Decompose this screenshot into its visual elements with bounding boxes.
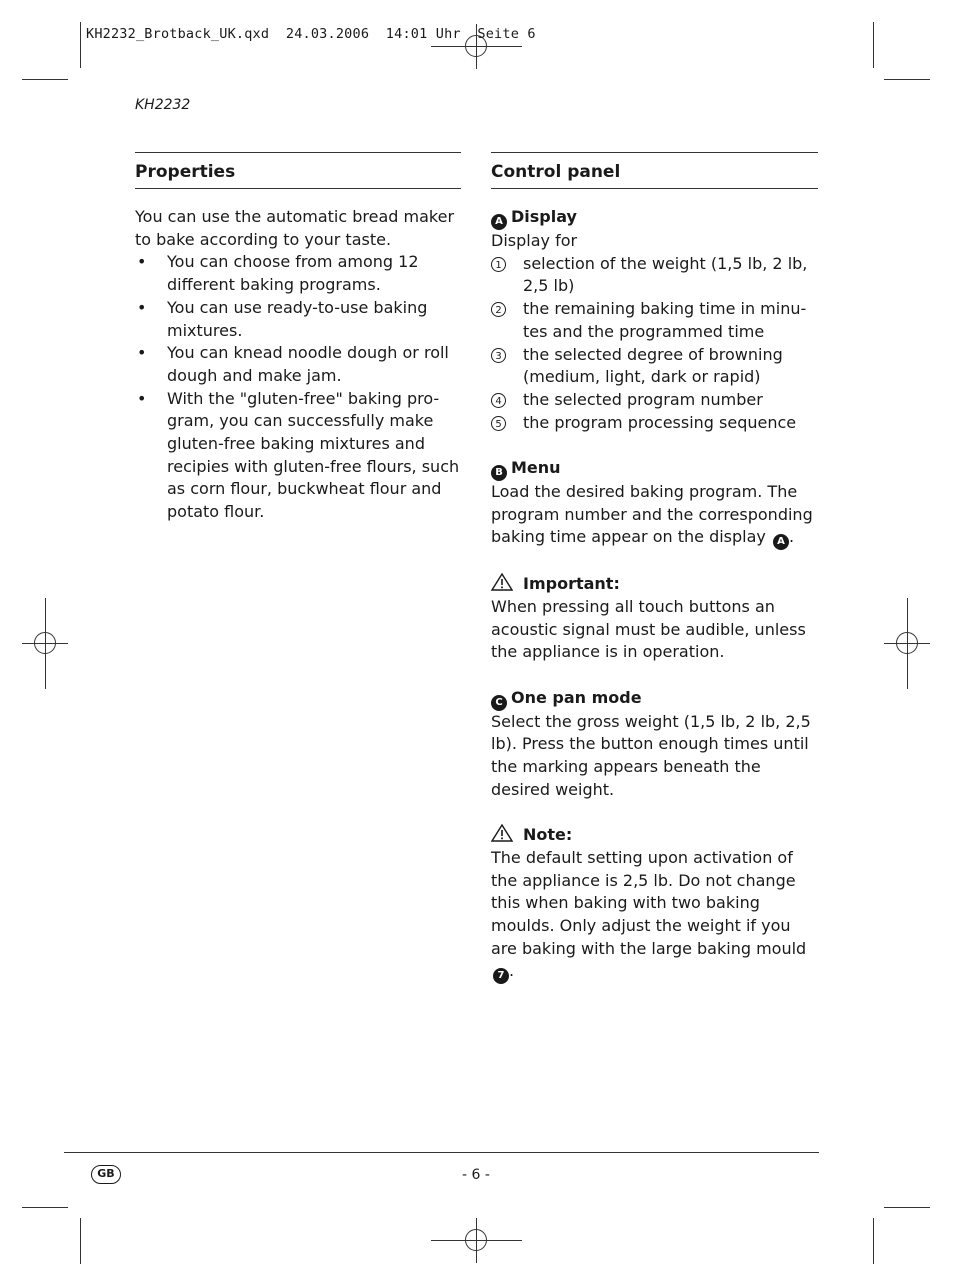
properties-list: [135, 251, 461, 523]
badge-b-icon: B: [491, 465, 507, 481]
properties-heading: Properties: [135, 152, 461, 189]
number-4-icon: 4: [491, 393, 506, 408]
list-item: 4 the selected program number: [491, 389, 818, 412]
one-pan-text: Select the gross weight (1,5 lb, 2 lb, 2,5 lb). Press the button enough times until the marking appears beneath the desired weight.: [491, 711, 811, 799]
registration-circle: [465, 1229, 487, 1251]
registration-circle: [896, 632, 918, 654]
one-pan-subheading: C One pan mode: [491, 687, 818, 711]
list-item: 3 the selected degree of browning (medium, light, dark or rapid): [491, 344, 818, 389]
badge-a-icon: A: [491, 214, 507, 230]
badge-c-icon: C: [491, 695, 507, 711]
list-item: 2 the remaining baking time in minu-tes and the programmed time: [491, 298, 818, 343]
crop-mark: [22, 79, 68, 80]
properties-intro: You can use the automatic bread maker to bake according to your taste.: [135, 207, 455, 249]
control-panel-section: [491, 152, 818, 984]
number-2-icon: 2: [491, 302, 506, 317]
footer-rule: [64, 1152, 819, 1153]
crop-mark: [884, 1207, 930, 1208]
crop-mark: [873, 1218, 874, 1264]
crop-mark: [873, 22, 874, 68]
crop-mark: [884, 79, 930, 80]
crop-mark: [80, 22, 81, 68]
list-item: • You can choose from among 12 different baking programs.: [137, 252, 419, 295]
menu-text: Load the desired baking program. The program number and the corresponding baking time appear on the display A .: [491, 481, 818, 550]
list-item: 1 selection of the weight (1,5 lb, 2 lb, 2,5 lb): [491, 253, 818, 298]
display-intro: Display for: [491, 231, 578, 250]
warning-icon: [491, 573, 513, 591]
note-text: The default setting upon activation of the appliance is 2,5 lb. Do not change this when baking with two baking moulds. Only adjust the weight if you are baking with the large baking mould 7 .: [491, 847, 818, 985]
crop-mark: [22, 1207, 68, 1208]
bullet-icon: •: [137, 297, 147, 317]
country-badge: GB: [91, 1165, 121, 1184]
model-number: KH2232: [135, 97, 191, 113]
slug-line: KH2232_Brotback_UK.qxd 24.03.2006 14:01 Uhr Seite 6: [86, 26, 536, 42]
display-list: [491, 253, 818, 435]
note-subheading: Note:: [491, 824, 818, 847]
list-item: • You can use ready-to-use baking mixtures.: [137, 297, 428, 340]
list-item: • You can knead noodle dough or roll dough and make jam.: [137, 343, 449, 385]
registration-circle: [34, 632, 56, 654]
crop-mark: [80, 1218, 81, 1264]
important-subheading: Important:: [491, 573, 818, 596]
control-panel-heading: Control panel: [491, 152, 818, 189]
list-item: 5 the program processing sequence: [491, 412, 818, 435]
menu-subheading: B Menu: [491, 457, 818, 481]
number-1-icon: 1: [491, 257, 506, 272]
list-item: • With the "gluten-free" baking pro-gram, you can successfully make gluten-free baking mixtures and recipies with gluten-free flours, such as corn flour, buckwheat flour and potato flour.: [137, 388, 460, 522]
properties-section: [135, 152, 461, 524]
warning-icon: [491, 824, 513, 842]
badge-7-icon: 7: [493, 968, 509, 984]
badge-a-icon: A: [773, 534, 789, 550]
number-5-icon: 5: [491, 416, 506, 431]
number-3-icon: 3: [491, 348, 506, 363]
important-text: When pressing all touch buttons an acoustic signal must be audible, unless the appliance is in operation.: [491, 596, 806, 662]
bullet-icon: •: [137, 252, 147, 272]
bullet-icon: •: [137, 343, 147, 363]
display-subheading: A Display: [491, 206, 818, 230]
page-number: - 6 -: [462, 1167, 490, 1183]
bullet-icon: •: [137, 388, 147, 408]
